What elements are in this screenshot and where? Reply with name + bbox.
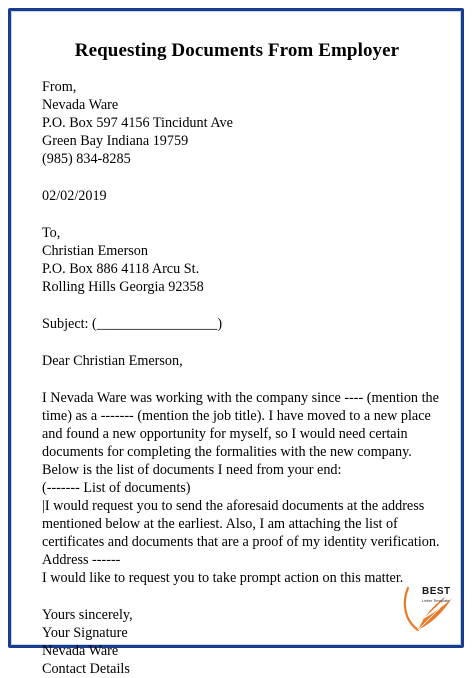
closing-name: Nevada Ware [42, 643, 119, 659]
recipient-name: Christian Emerson [42, 243, 148, 259]
body-line: Below is the list of documents I need from your end: [42, 462, 342, 478]
letter-date: 02/02/2019 [42, 188, 107, 204]
to-label: To, [42, 225, 61, 241]
logo-brand-text: BEST [422, 586, 451, 597]
sender-block [42, 78, 452, 168]
contact-details: Contact Details [42, 661, 130, 677]
sender-name: Nevada Ware [42, 97, 119, 113]
logo-tagline: Letter Template [422, 598, 450, 603]
body-line: Address ------ [42, 552, 121, 568]
recipient-address-line1: P.O. Box 886 4118 Arcu St. [42, 261, 200, 277]
sender-phone: (985) 834-8285 [42, 151, 131, 167]
sign-off: Yours sincerely, [42, 607, 133, 623]
body-line: and found a new opportunity for myself, so I would need certain [42, 426, 408, 442]
closing-block [42, 606, 452, 678]
recipient-address-line2: Rolling Hills Georgia 92358 [42, 279, 204, 295]
recipient-block [42, 224, 452, 296]
salutation: Dear Christian Emerson, [42, 353, 183, 369]
signature: Your Signature [42, 625, 128, 641]
best-letter-template-logo [400, 580, 460, 640]
sender-address-line2: Green Bay Indiana 19759 [42, 133, 189, 149]
body-line: (------- List of documents) [42, 480, 191, 496]
subject-line: Subject: (_________________) [42, 316, 223, 332]
body-line: time) as a ------- (mention the job title). I have moved to a new place [42, 408, 431, 424]
letter-body [42, 78, 452, 678]
body-line: |I would request you to send the aforesaid documents at the address [42, 498, 425, 514]
body-line: I Nevada Ware was working with the company since ---- (mention the [42, 390, 439, 406]
document-title: Requesting Documents From Employer [74, 40, 400, 61]
sender-address-line1: P.O. Box 597 4156 Tincidunt Ave [42, 115, 233, 131]
body-line: mentioned below at the earliest. Also, I am attaching the list of [42, 516, 398, 532]
body-paragraph [42, 389, 452, 587]
body-line: I would like to request you to take prompt action on this matter. [42, 570, 404, 586]
body-line: documents for completing the formalities with the new company. [42, 444, 412, 460]
body-line: certificates and documents that are a proof of my identity verification. [42, 534, 440, 550]
from-label: From, [42, 79, 77, 95]
